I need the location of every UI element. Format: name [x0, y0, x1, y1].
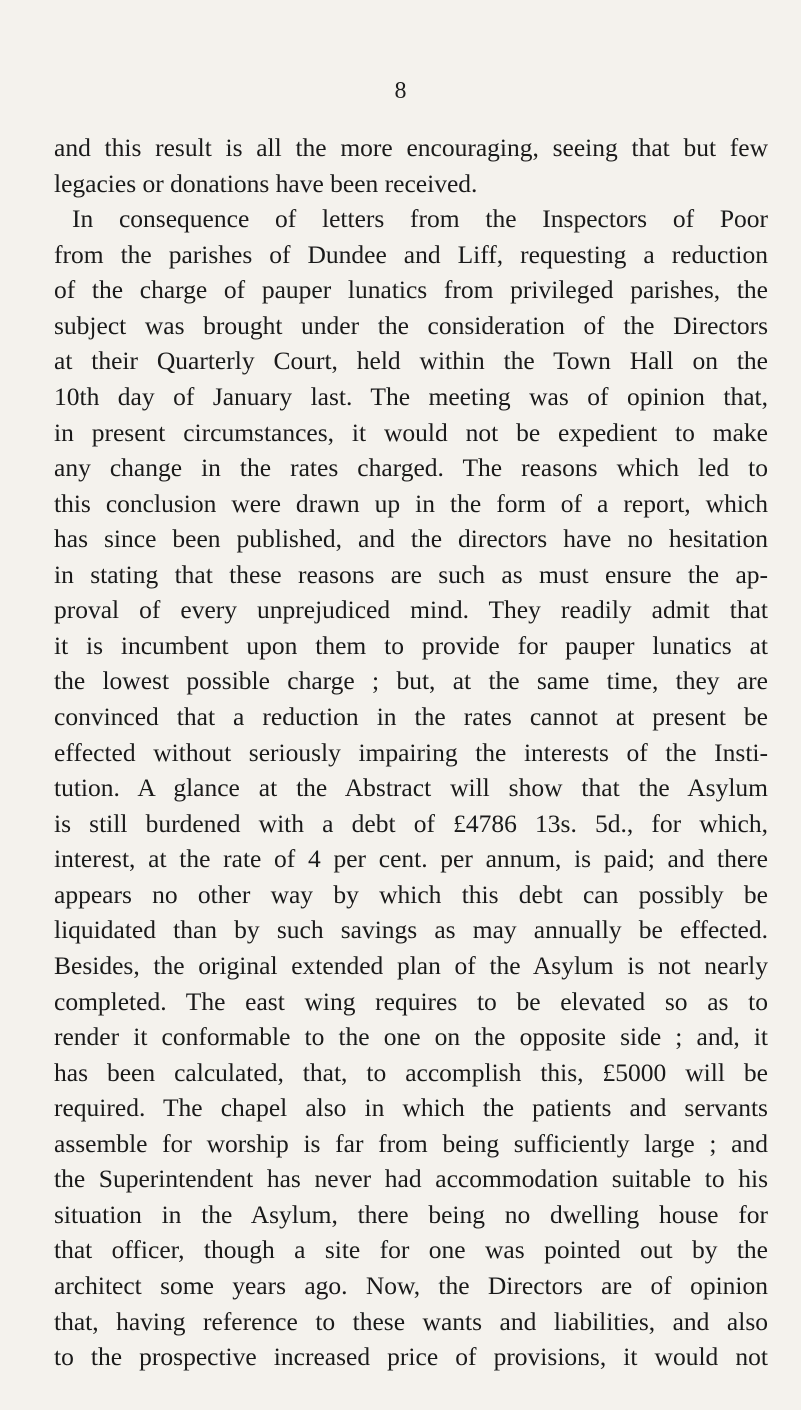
text-line: liquidated than by such savings as may annually be effected. — [54, 915, 768, 945]
text-line: is still burdened with a debt of £4786 13s. 5d., for which, — [54, 808, 768, 838]
text-line: this conclusion were drawn up in the form of a report, which — [54, 488, 768, 518]
text-line: it is incumbent upon them to provide for pauper lunatics at — [54, 630, 768, 660]
text-line: from the parishes of Dundee and Liff, requesting a reduction — [54, 239, 768, 269]
text-line: legacies or donations have been received. — [54, 168, 478, 198]
text-line: that officer, though a site for one was pointed out by the — [54, 1235, 768, 1265]
text-line: of the charge of pauper lunatics from privileged parishes, the — [54, 275, 768, 305]
text-line: has been calculated, that, to accomplish this, £5000 will be — [54, 1057, 768, 1087]
text-line: in present circumstances, it would not be expedient to make — [54, 417, 768, 447]
text-line: assemble for worship is far from being sufficiently large ; and — [54, 1128, 768, 1158]
text-line: situation in the Asylum, there being no dwelling house for — [54, 1199, 768, 1229]
text-line: to the prospective increased price of provisions, it would not — [54, 1342, 768, 1372]
text-line: required. The chapel also in which the patients and servants — [54, 1093, 768, 1123]
body-text — [54, 130, 768, 1375]
text-line: the Superintendent has never had accommodation suitable to his — [54, 1164, 768, 1194]
text-line: that, having reference to these wants and liabilities, and also — [54, 1306, 768, 1336]
text-line: and this result is all the more encouraging, seeing that but few — [54, 133, 768, 162]
text-line: In consequence of letters from the Inspectors of Poor — [72, 204, 768, 234]
text-line: at their Quarterly Court, held within the Town Hall on the — [54, 346, 768, 376]
text-line: appears no other way by which this debt can possibly be — [54, 879, 768, 909]
text-line: 10th day of January last. The meeting was of opinion that, — [54, 381, 768, 411]
text-line: effected without seriously impairing the interests of the Insti- — [54, 737, 768, 767]
text-line: in stating that these reasons are such as must ensure the ap- — [54, 559, 768, 589]
text-line: render it conformable to the one on the opposite side ; and, it — [54, 1022, 768, 1052]
text-line: any change in the rates charged. The reasons which led to — [54, 453, 768, 483]
text-line: architect some years ago. Now, the Directors are of opinion — [54, 1271, 768, 1300]
text-line: tution. A glance at the Abstract will show that the Asylum — [54, 773, 768, 803]
text-line: the lowest possible charge ; but, at the same time, they are — [54, 666, 768, 696]
text-line: proval of every unprejudiced mind. They readily admit that — [54, 595, 768, 625]
text-line: Besides, the original extended plan of the Asylum is not nearly — [54, 950, 768, 980]
text-line: has since been published, and the directors have no hesitation — [54, 524, 768, 554]
text-line: subject was brought under the consideration of the Directors — [54, 310, 768, 340]
page-number: 8 — [394, 78, 407, 104]
text-line: interest, at the rate of 4 per cent. per annum, is paid; and there — [54, 844, 768, 874]
text-line: convinced that a reduction in the rates cannot at present be — [54, 702, 768, 731]
text-line: completed. The east wing requires to be elevated so as to — [54, 986, 768, 1016]
